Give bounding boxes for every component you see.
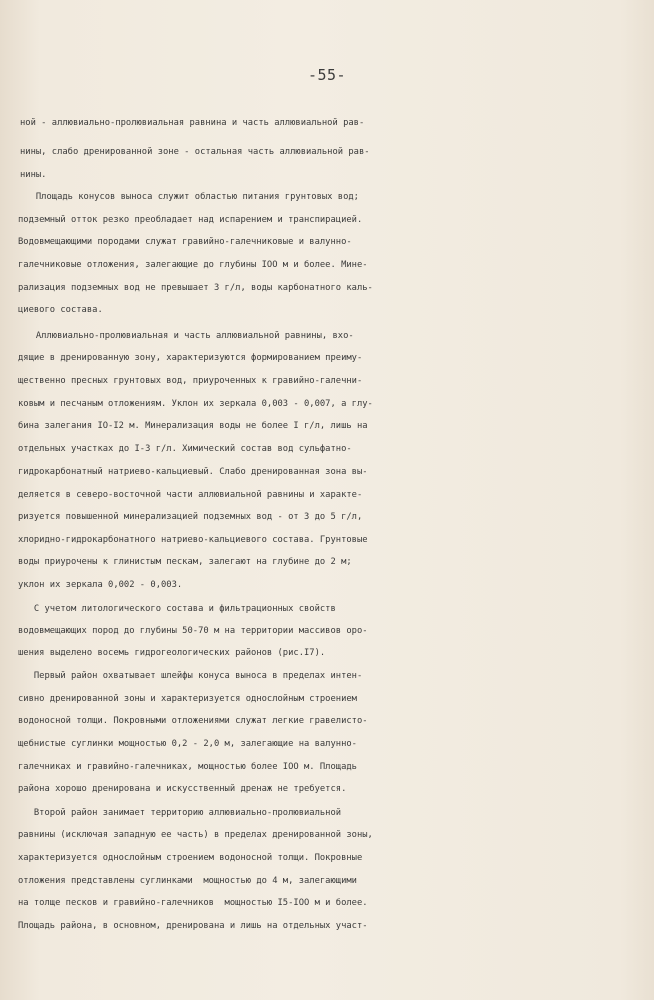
text-line: отложения представлены суглинками мощностью до 4 м, залегающими [18,876,357,886]
text-line: ковым и песчаным отложениям. Уклон их зеркала 0,003 - 0,007, а глу- [18,399,373,409]
text-line: дящие в дренированную зону, характеризуются формированием преиму- [18,353,363,363]
text-line: нины. [20,170,47,180]
text-line: циевого состава. [18,305,103,315]
text-line: щественно пресных грунтовых вод, приуроченных к гравийно-галечни- [18,376,363,386]
text-line: деляется в северо-восточной части аллювиальной равнины и характе- [18,490,363,500]
text-line: нины, слабо дренированной зоне - остальная часть аллювиальной рав- [20,147,370,157]
text-line: Площадь конусов выноса служит областью питания грунтовых вод; [20,192,359,202]
text-line: С учетом литологического состава и фильтрационных свойств [18,604,336,614]
text-line: характеризуется однослойным строением водоносной толщи. Покровные [18,853,363,863]
text-line: Аллювиально-пролювиальная и часть аллювиальной равнины, вхо- [20,331,354,341]
text-line: гидрокарбонатный натриево-кальциевый. Слабо дренированная зона вы- [18,467,368,477]
text-line: равнины (исключая западную ее часть) в пределах дренированной зоны, [18,830,373,840]
text-line: Водовмещающими породами служат гравийно-галечниковые и валунно- [18,237,352,247]
text-line: бина залегания IO-I2 м. Минерализация воды не более I г/л, лишь на [18,421,368,431]
text-line: водоносной толщи. Покровными отложениями служат легкие гравелисто- [18,716,368,726]
text-line: водовмещающих пород до глубины 50-70 м на территории массивов оро- [18,626,368,636]
text-line: района хорошо дренирована и искусственный дренаж не требуется. [18,784,347,794]
page-number: -55- [307,66,347,84]
text-line: уклон их зеркала 0,002 - 0,003. [18,580,183,590]
text-line: Первый район охватывает шлейфы конуса выноса в пределах интен- [18,671,363,681]
text-line: на толще песков и гравийно-галечников мощностью I5-IOO м и более. [18,898,368,908]
text-line: ной - аллювиально-пролювиальная равнина и часть аллювиальной рав- [20,118,365,128]
text-line: хлоридно-гидрокарбонатного натриево-кальциевого состава. Грунтовые [18,535,368,545]
text-line: Второй район занимает территорию аллювиально-пролювиальной [18,808,342,818]
text-line: галечниковые отложения, залегающие до глубины IOO м и более. Мине- [18,260,368,270]
text-line: отдельных участках до I-3 г/л. Химический состав вод сульфатно- [18,444,352,454]
text-line: ризуется повышенной минерализацией подземных вод - от 3 до 5 г/л, [18,512,363,522]
text-line: рализация подземных вод не превышает 3 г/л, воды карбонатного каль- [18,283,373,293]
text-line: Площадь района, в основном, дренирована и лишь на отдельных участ- [18,921,368,931]
text-line: подземный отток резко преобладает над испарением и транспирацией. [18,215,363,225]
text-line: щебнистые суглинки мощностью 0,2 - 2,0 м, залегающие на валунно- [18,739,357,749]
text-line: галечниках и гравийно-галечниках, мощностью более IOO м. Площадь [18,762,357,772]
text-line: шения выделено восемь гидрогеологических районов (рис.I7). [18,648,326,658]
text-line: воды приурочены к глинистым пескам, залегают на глубине до 2 м; [18,557,352,567]
text-line: сивно дренированной зоны и характеризуется однослойным строением [18,694,357,704]
